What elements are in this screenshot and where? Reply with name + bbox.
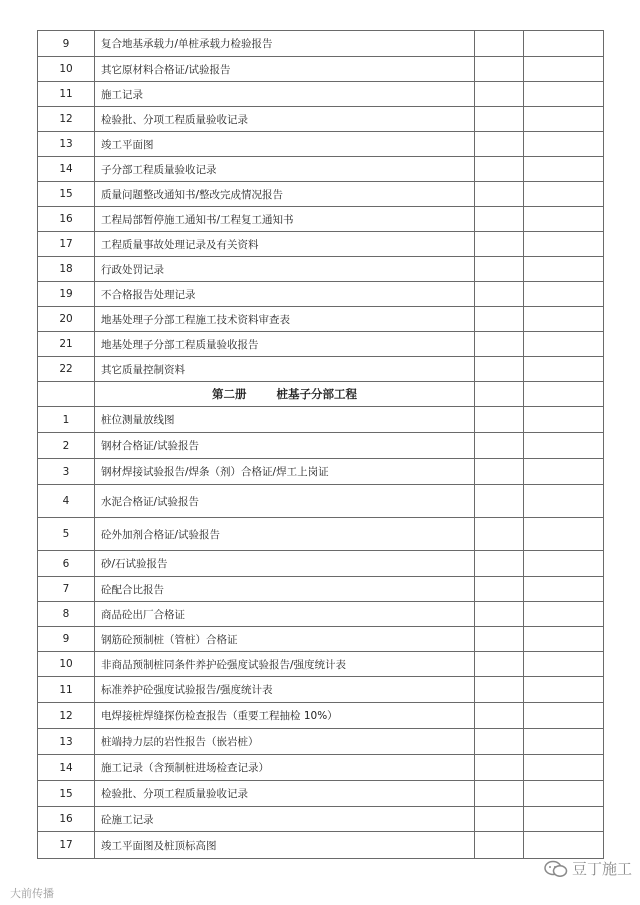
row-blank-cell: [524, 332, 604, 357]
row-blank-cell: [524, 107, 604, 132]
row-blank-cell: [524, 781, 604, 807]
row-blank-cell: [524, 132, 604, 157]
row-item-name: 施工记录（含预制桩进场检查记录）: [95, 755, 475, 781]
row-blank-cell: [475, 232, 524, 257]
row-blank-cell: [475, 652, 524, 677]
table-body: [38, 31, 604, 859]
row-number: 11: [38, 82, 95, 107]
table-row: [38, 433, 604, 459]
row-item-name: 行政处罚记录: [95, 257, 475, 282]
table-row: [38, 807, 604, 832]
row-blank-cell: [524, 551, 604, 577]
row-number: 21: [38, 332, 95, 357]
row-blank-cell: [524, 57, 604, 82]
row-item-name: 施工记录: [95, 82, 475, 107]
row-number: 8: [38, 602, 95, 627]
table-row: [38, 832, 604, 859]
row-blank-cell: [475, 677, 524, 703]
row-item-name: 检验批、分项工程质量验收记录: [95, 107, 475, 132]
row-blank-cell: [524, 307, 604, 332]
row-blank-cell: [524, 459, 604, 485]
row-blank-cell: [475, 107, 524, 132]
row-number: 1: [38, 407, 95, 433]
row-item-name: 钢材合格证/试验报告: [95, 433, 475, 459]
row-number: 12: [38, 703, 95, 729]
row-blank-cell: [475, 755, 524, 781]
table-row: [38, 602, 604, 627]
table-row: [38, 307, 604, 332]
row-number: 10: [38, 57, 95, 82]
row-item-name: 水泥合格证/试验报告: [95, 485, 475, 518]
table-row: [38, 282, 604, 307]
row-blank-cell: [524, 485, 604, 518]
row-number: 14: [38, 755, 95, 781]
row-number: 6: [38, 551, 95, 577]
row-blank-cell: [475, 602, 524, 627]
row-item-name: 砼外加剂合格证/试验报告: [95, 518, 475, 551]
row-item-name: 不合格报告处理记录: [95, 282, 475, 307]
row-number: 17: [38, 832, 95, 859]
row-number: 5: [38, 518, 95, 551]
row-number: 22: [38, 357, 95, 382]
table-row: [38, 755, 604, 781]
row-item-name: 钢筋砼预制桩（管桩）合格证: [95, 627, 475, 652]
table-row: [38, 551, 604, 577]
row-blank-cell: [524, 703, 604, 729]
row-blank-cell: [524, 207, 604, 232]
row-blank-cell: [475, 781, 524, 807]
row-item-name: 桩位测量放线图: [95, 407, 475, 433]
row-blank-cell: [524, 82, 604, 107]
row-blank-cell: [475, 57, 524, 82]
row-item-name: 钢材焊接试验报告/焊条（剂）合格证/焊工上岗证: [95, 459, 475, 485]
row-item-name: 竣工平面图及桩顶标高图: [95, 832, 475, 859]
row-blank-cell: [524, 357, 604, 382]
row-item-name: 检验批、分项工程质量验收记录: [95, 781, 475, 807]
row-blank-cell: [475, 207, 524, 232]
row-blank-cell: [524, 755, 604, 781]
row-item-name: 其它原材料合格证/试验报告: [95, 57, 475, 82]
table-row: [38, 31, 604, 57]
row-item-name: 地基处理子分部工程质量验收报告: [95, 332, 475, 357]
row-number: 12: [38, 107, 95, 132]
row-number: 16: [38, 807, 95, 832]
row-item-name: 非商品预制桩同条件养护砼强度试验报告/强度统计表: [95, 652, 475, 677]
section-label: 第二册: [212, 387, 247, 401]
row-blank-cell: [524, 157, 604, 182]
row-item-name: 商品砼出厂合格证: [95, 602, 475, 627]
section-header: [38, 382, 604, 407]
table-row: [38, 407, 604, 433]
row-number: 7: [38, 577, 95, 602]
row-item-name: 标准养护砼强度试验报告/强度统计表: [95, 677, 475, 703]
row-blank-cell: [475, 31, 524, 57]
row-blank-cell: [524, 31, 604, 57]
table-row: [38, 207, 604, 232]
row-number: 13: [38, 132, 95, 157]
row-blank-cell: [475, 577, 524, 602]
row-blank-cell: [475, 485, 524, 518]
watermark-right-text: 豆丁施工: [571, 860, 632, 878]
row-item-name: 工程局部暂停施工通知书/工程复工通知书: [95, 207, 475, 232]
section-header-blank: [38, 382, 95, 407]
row-blank-cell: [475, 407, 524, 433]
table-row: [38, 57, 604, 82]
table-row: [38, 332, 604, 357]
table-row: [38, 577, 604, 602]
row-number: 20: [38, 307, 95, 332]
row-item-name: 砼配合比报告: [95, 577, 475, 602]
row-blank-cell: [524, 832, 604, 859]
row-item-name: 地基处理子分部工程施工技术资料审查表: [95, 307, 475, 332]
watermark-left-text: 大前传播: [10, 887, 54, 900]
row-blank-cell: [475, 332, 524, 357]
row-blank-cell: [524, 282, 604, 307]
section-header-blank: [475, 382, 524, 407]
row-blank-cell: [524, 407, 604, 433]
table-row: [38, 157, 604, 182]
table-row: [38, 257, 604, 282]
row-blank-cell: [475, 82, 524, 107]
row-blank-cell: [524, 232, 604, 257]
row-number: 13: [38, 729, 95, 755]
row-blank-cell: [524, 577, 604, 602]
row-number: 19: [38, 282, 95, 307]
row-number: 16: [38, 207, 95, 232]
row-blank-cell: [475, 551, 524, 577]
row-number: 15: [38, 182, 95, 207]
row-item-name: 桩端持力层的岩性报告（嵌岩桩）: [95, 729, 475, 755]
table-row: [38, 232, 604, 257]
row-blank-cell: [475, 433, 524, 459]
row-number: 3: [38, 459, 95, 485]
row-blank-cell: [524, 807, 604, 832]
watermark-right: [544, 858, 632, 879]
row-blank-cell: [475, 257, 524, 282]
row-number: 9: [38, 627, 95, 652]
row-blank-cell: [524, 729, 604, 755]
row-blank-cell: [475, 357, 524, 382]
table-row: [38, 677, 604, 703]
table-row: [38, 627, 604, 652]
row-blank-cell: [524, 257, 604, 282]
table-row: [38, 459, 604, 485]
row-number: 15: [38, 781, 95, 807]
row-blank-cell: [475, 157, 524, 182]
row-blank-cell: [475, 132, 524, 157]
row-item-name: 砂/石试验报告: [95, 551, 475, 577]
row-blank-cell: [524, 518, 604, 551]
row-blank-cell: [475, 807, 524, 832]
row-blank-cell: [475, 703, 524, 729]
row-number: 10: [38, 652, 95, 677]
row-item-name: 复合地基承载力/单桩承载力检验报告: [95, 31, 475, 57]
row-blank-cell: [524, 182, 604, 207]
row-blank-cell: [524, 433, 604, 459]
row-number: 17: [38, 232, 95, 257]
row-number: 2: [38, 433, 95, 459]
row-number: 9: [38, 31, 95, 57]
row-number: 14: [38, 157, 95, 182]
row-blank-cell: [475, 282, 524, 307]
row-item-name: 工程质量事故处理记录及有关资料: [95, 232, 475, 257]
table-row: [38, 485, 604, 518]
table-row: [38, 182, 604, 207]
section-title: 桩基子分部工程: [276, 387, 357, 401]
row-blank-cell: [524, 677, 604, 703]
table-row: [38, 518, 604, 551]
table-row: [38, 703, 604, 729]
wechat-icon: [544, 860, 568, 878]
table-row: [38, 652, 604, 677]
row-item-name: 质量问题整改通知书/整改完成情况报告: [95, 182, 475, 207]
row-blank-cell: [475, 627, 524, 652]
watermark-left: [10, 885, 54, 901]
section-title-cell: [95, 382, 475, 407]
row-item-name: 电焊接桩焊缝探伤检查报告（重要工程抽检 10%）: [95, 703, 475, 729]
row-blank-cell: [524, 627, 604, 652]
row-number: 18: [38, 257, 95, 282]
row-blank-cell: [475, 307, 524, 332]
row-blank-cell: [475, 832, 524, 859]
table-row: [38, 132, 604, 157]
table-row: [38, 357, 604, 382]
row-blank-cell: [475, 459, 524, 485]
row-item-name: 子分部工程质量验收记录: [95, 157, 475, 182]
row-blank-cell: [475, 729, 524, 755]
row-item-name: 其它质量控制资料: [95, 357, 475, 382]
row-item-name: 竣工平面图: [95, 132, 475, 157]
section-header-blank: [524, 382, 604, 407]
table-row: [38, 107, 604, 132]
row-blank-cell: [524, 602, 604, 627]
row-number: 11: [38, 677, 95, 703]
row-item-name: 砼施工记录: [95, 807, 475, 832]
table-row: [38, 729, 604, 755]
table-row: [38, 82, 604, 107]
row-blank-cell: [524, 652, 604, 677]
document-table: [37, 30, 604, 859]
row-number: 4: [38, 485, 95, 518]
row-blank-cell: [475, 182, 524, 207]
table-row: [38, 781, 604, 807]
row-blank-cell: [475, 518, 524, 551]
